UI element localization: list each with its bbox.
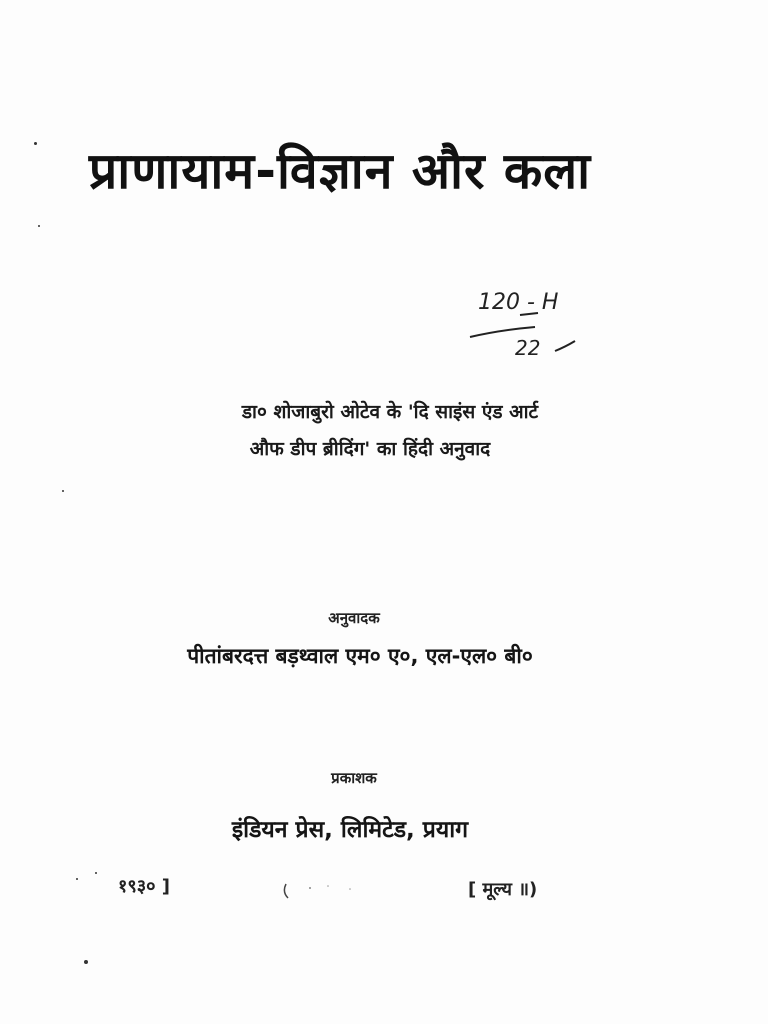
ink-smudge — [280, 880, 370, 900]
translator-name: पीतांबरदत्त बड़थ्वाल एम० ए०, एल-एल० बी० — [187, 644, 533, 668]
handwritten-line-2: 22 — [515, 336, 541, 360]
publication-year: १९३० ] — [118, 876, 170, 897]
paper-speck — [38, 225, 40, 227]
handwritten-flourish — [555, 341, 575, 351]
publisher-label: प्रकाशक — [331, 769, 377, 787]
translator-label: अनुवादक — [328, 609, 380, 627]
paper-speck — [95, 872, 97, 874]
price: [ मूल्य ॥) — [468, 879, 538, 900]
handwritten-catalog-mark — [460, 275, 600, 365]
book-title: प्राणायाम-विज्ञान और कला — [88, 142, 592, 200]
handwritten-line-1: 120 - H — [478, 290, 559, 315]
publisher-name: इंडियन प्रेस, लिमिटेड, प्रयाग — [231, 817, 469, 843]
paper-speck — [62, 490, 64, 492]
paper-speck — [34, 142, 37, 145]
paper-speck — [84, 960, 88, 964]
paper-speck — [76, 878, 78, 880]
subtitle-line-1: डा० शोजाबुरो ओटेव के 'दि साइंस एंड आर्ट — [241, 401, 539, 423]
subtitle-line-2: औफ डीप ब्रीदिंग' का हिंदी अनुवाद — [249, 438, 491, 460]
handwritten-mark-graphic — [460, 275, 600, 365]
